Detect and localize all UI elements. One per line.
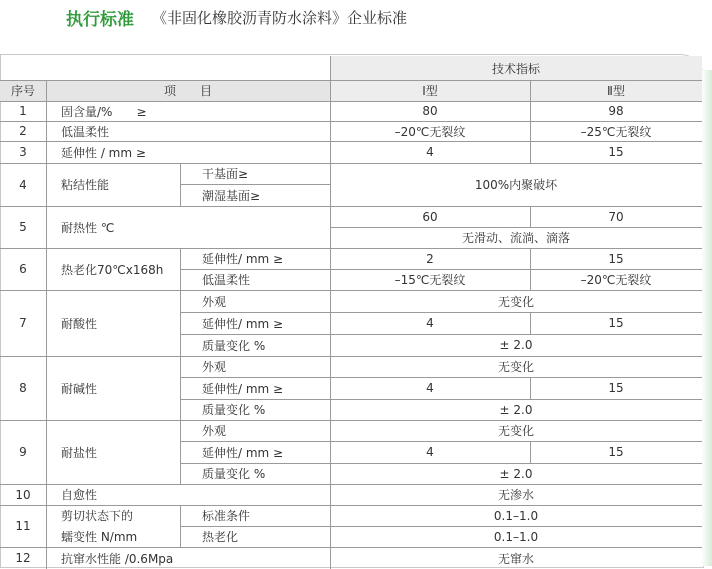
table-cell: 标准条件 <box>202 509 251 523</box>
table-cell: 耐热性 ℃ <box>61 220 115 235</box>
table-cell: 2 <box>426 251 434 266</box>
grid-line <box>530 312 531 334</box>
header-type1: Ⅰ型 <box>422 84 438 98</box>
grid-line <box>530 248 531 290</box>
table-cell: 外观 <box>202 424 227 438</box>
table-cell: 5 <box>19 220 27 234</box>
table-cell: 7 <box>19 316 27 330</box>
table-cell: 剪切状态下的 <box>61 509 134 523</box>
grid-line <box>330 56 331 569</box>
table-cell: 8 <box>19 381 27 395</box>
grid-line <box>0 420 702 421</box>
grid-line <box>0 248 702 249</box>
grid-line <box>180 248 181 290</box>
table-cell: –20℃无裂纹 <box>394 124 466 139</box>
table-cell: 4 <box>426 381 434 395</box>
table-cell: 3 <box>19 145 27 159</box>
table-cell: 0.1–1.0 <box>493 508 539 523</box>
table-cell: 低温柔性 <box>61 124 110 139</box>
grid-line <box>0 121 702 122</box>
grid-line <box>180 526 702 527</box>
table-cell: 11 <box>15 519 31 533</box>
table-cell: 4 <box>426 316 434 330</box>
grid-line <box>180 269 702 270</box>
grid-line <box>180 399 702 400</box>
header-no: 序号 <box>10 84 35 98</box>
grid-line <box>46 80 47 569</box>
table-cell: ± 2.0 <box>499 466 533 481</box>
grid-line <box>180 505 181 547</box>
table-cell: 延伸性/ mm ≥ <box>202 445 284 460</box>
table-cell: 粘结性能 <box>61 178 110 192</box>
grid-line <box>0 484 702 485</box>
table-cell: 无变化 <box>497 424 534 438</box>
table-cell: 延伸性/ mm ≥ <box>202 252 284 266</box>
table-cell: 0.1–1.0 <box>493 529 539 544</box>
table-cell: 自愈性 <box>61 488 98 502</box>
grid-line <box>0 505 702 506</box>
table-cell: 70 <box>608 209 624 224</box>
table-cell: 15 <box>608 381 624 395</box>
table-cell: –20℃无裂纹 <box>580 273 652 287</box>
header-item: 项 目 <box>163 84 212 98</box>
table-cell: 10 <box>15 487 31 502</box>
table-cell: 12 <box>15 551 31 565</box>
table-cell: 外观 <box>202 360 227 374</box>
table-cell: 100%内聚破坏 <box>474 178 558 192</box>
table-cell: 质量变化 % <box>202 403 266 417</box>
grid-line <box>0 206 702 207</box>
table-cell: 无窜水 <box>497 551 534 566</box>
table-cell: 15 <box>608 316 624 330</box>
grid-line <box>180 312 702 313</box>
table-cell: 干基面≥ <box>202 167 249 181</box>
grid-line <box>330 80 702 81</box>
header-spec: 技术指标 <box>491 62 540 76</box>
grid-line <box>180 184 330 185</box>
grid-line <box>0 163 702 164</box>
grid-line <box>180 441 702 442</box>
grid-line <box>180 377 702 378</box>
table-cell: 延伸性/ mm ≥ <box>202 316 284 331</box>
table-cell: 无变化 <box>497 294 534 309</box>
grid-line <box>180 463 702 464</box>
grid-line <box>0 290 702 291</box>
grid-line <box>0 141 702 142</box>
table-cell: 4 <box>426 145 434 159</box>
table-cell: 1 <box>19 104 27 118</box>
table-cell: 耐盐性 <box>61 445 98 460</box>
table-cell: –25℃无裂纹 <box>580 124 652 139</box>
table-cell: 98 <box>608 104 624 118</box>
table-cell: 6 <box>19 262 27 276</box>
grid-line <box>180 163 181 206</box>
grid-line <box>180 334 702 335</box>
grid-line <box>0 547 702 548</box>
table-cell: 耐碱性 <box>61 381 98 396</box>
table-cell: –15℃无裂纹 <box>394 273 466 287</box>
table-cell: 15 <box>608 445 624 459</box>
grid-line <box>180 290 181 484</box>
table-cell: 2 <box>19 124 27 138</box>
page-heading <box>66 4 407 30</box>
table-cell: 热老化70℃x168h <box>61 262 164 277</box>
table-cell: 热老化 <box>202 530 239 544</box>
table-cell: 80 <box>422 104 438 118</box>
table-cell: 低温柔性 <box>202 273 251 287</box>
table-cell: 耐酸性 <box>61 316 98 331</box>
table-cell: ± 2.0 <box>499 402 533 417</box>
grid-line <box>0 101 702 102</box>
grid-line <box>530 80 531 163</box>
grid-line <box>530 441 531 463</box>
header-type2: Ⅱ型 <box>607 84 625 98</box>
table-cell: 60 <box>422 209 438 224</box>
table-cell: 延伸性/ mm ≥ <box>202 381 284 396</box>
table-cell: 无渗水 <box>497 488 534 502</box>
heading-standard-name: 《非固化橡胶沥青防水涂料》企业标准 <box>152 8 408 27</box>
grid-line <box>530 377 531 399</box>
table-cell: 15 <box>608 145 624 159</box>
table-cell: 抗窜水性能 /0.6Mpa <box>61 551 174 566</box>
grid-line <box>0 356 702 357</box>
table-cell: 无变化 <box>497 360 534 374</box>
grid-line <box>530 206 531 227</box>
heading-label: 执行标准 <box>66 9 134 30</box>
table-cell: 15 <box>608 251 624 266</box>
table-cell: 质量变化 % <box>202 338 266 353</box>
table-cell: 延伸性 / mm ≥ <box>61 145 146 160</box>
decorative-edge-stripe <box>701 70 712 566</box>
table-cell: 潮湿基面≥ <box>202 188 261 203</box>
table-cell: ± 2.0 <box>499 338 533 352</box>
table-cell: 固含量/% ≥ <box>61 104 147 119</box>
table-cell: 质量变化 % <box>202 467 266 481</box>
table-cell: 4 <box>426 445 434 459</box>
grid-line <box>330 227 702 228</box>
table-cell: 蠕变性 N/mm <box>61 530 138 544</box>
table-cell: 4 <box>19 177 27 192</box>
table-cell: 9 <box>19 445 27 459</box>
table-cell: 外观 <box>202 294 227 309</box>
table-cell: 无滑动、流淌、滴落 <box>461 231 570 245</box>
